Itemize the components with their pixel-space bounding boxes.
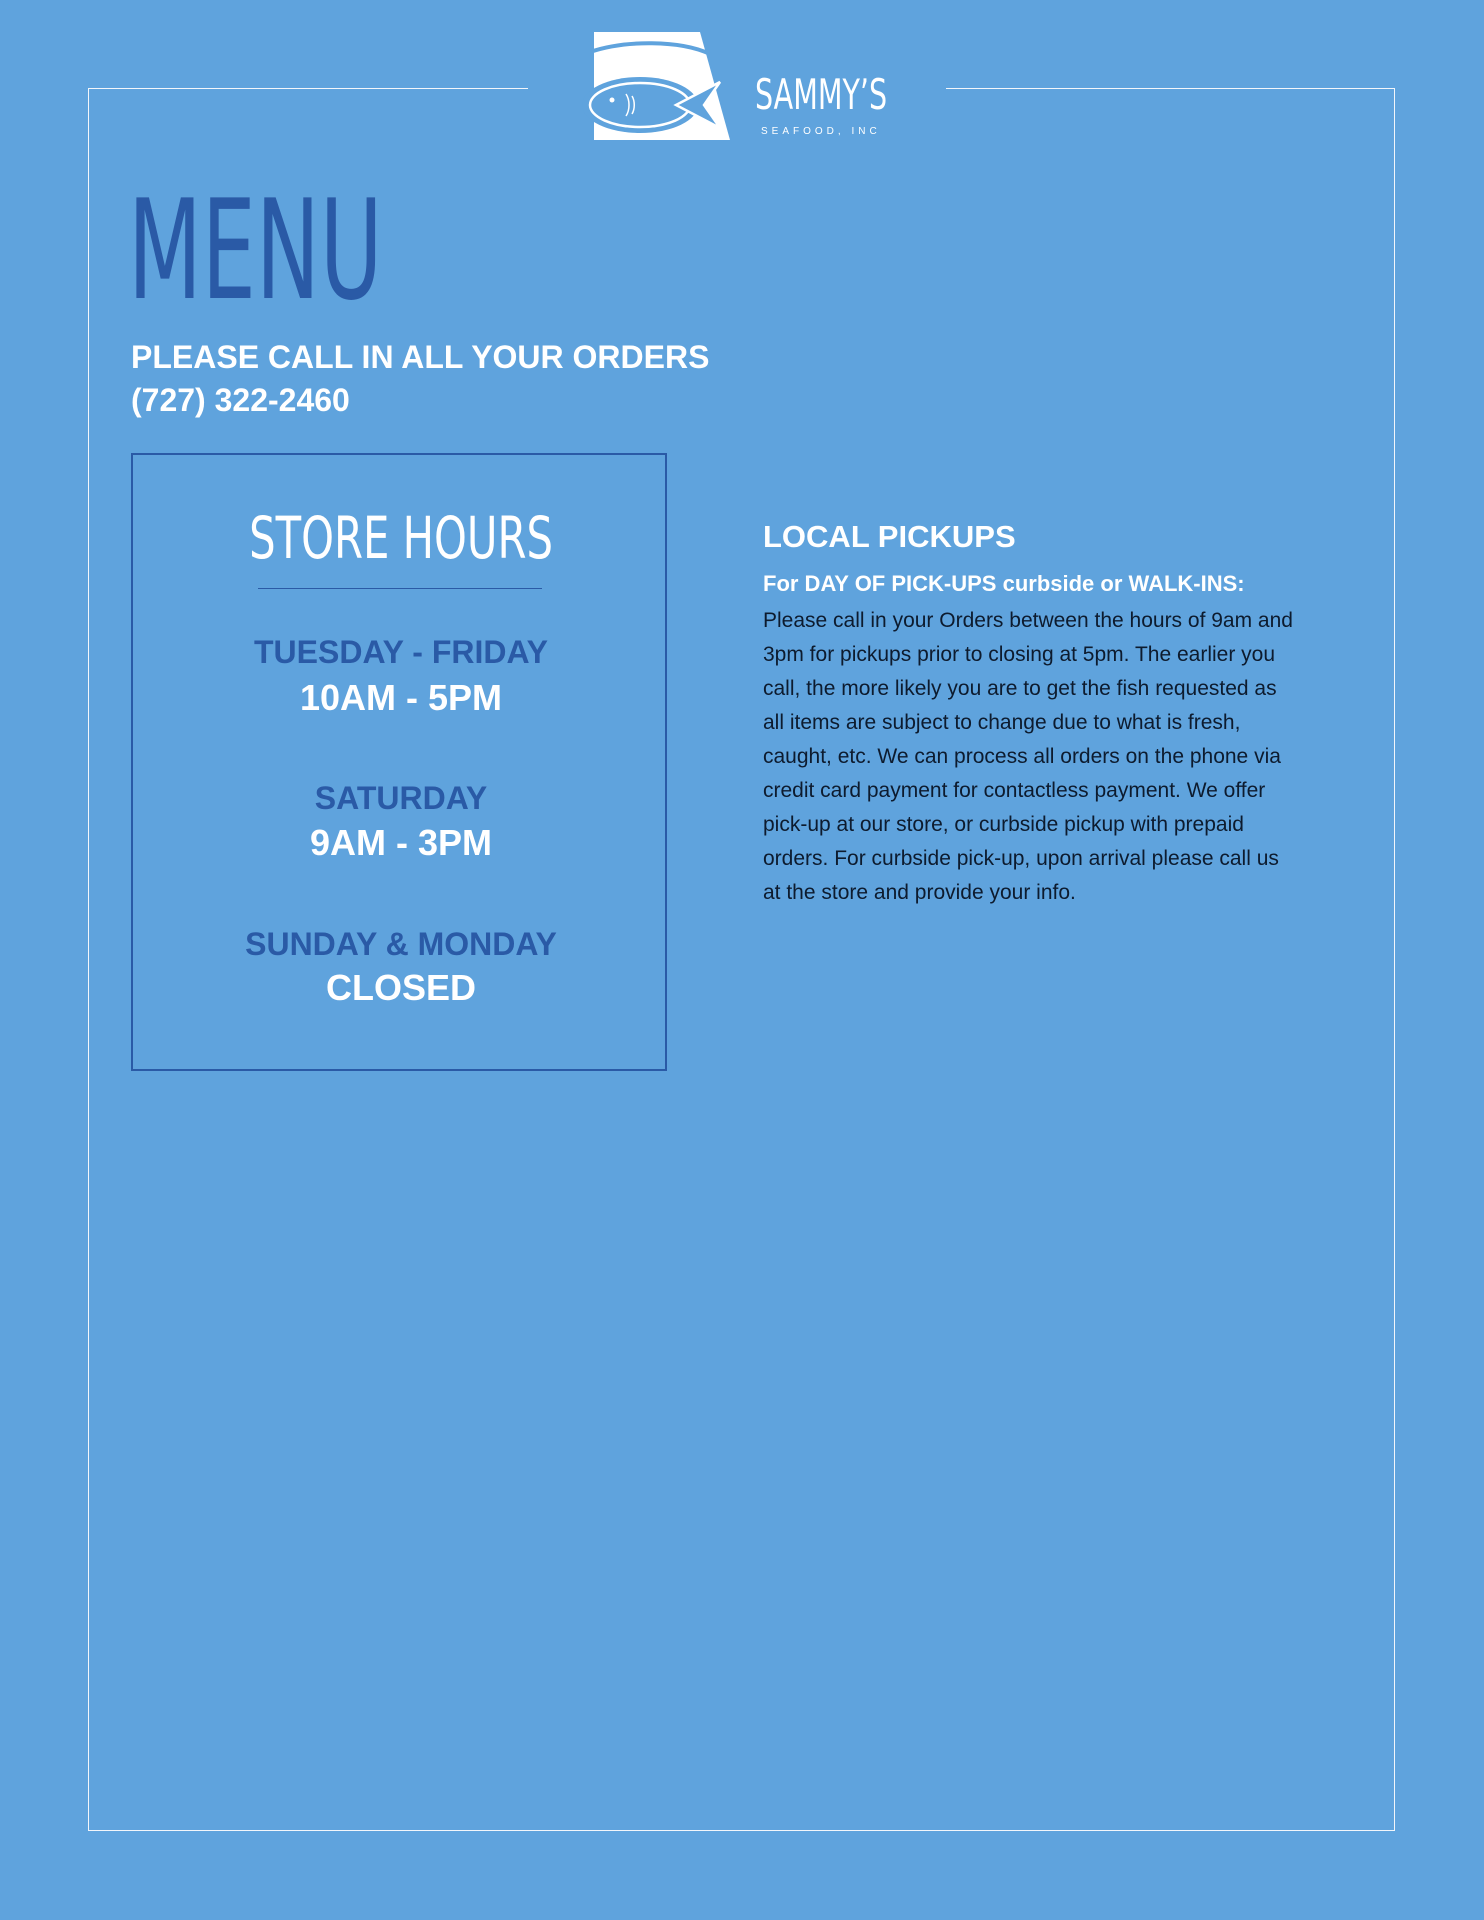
logo-wordmark: SAMMY’S bbox=[755, 70, 888, 119]
hours-days-3: SUNDAY & MONDAY bbox=[245, 926, 557, 962]
hours-time-3: CLOSED bbox=[325, 967, 476, 1008]
hours-time-1: 10AM - 5PM bbox=[299, 677, 503, 718]
local-pickups-heading: LOCAL PICKUPS bbox=[763, 519, 1016, 554]
local-pickups-subheading: For DAY OF PICK-UPS curbside or WALK-INS: bbox=[763, 571, 1245, 596]
store-hours-title-text: STORE HOURS bbox=[249, 504, 553, 572]
phone-number[interactable]: (727) 322-2460 bbox=[131, 382, 350, 418]
hours-time-2: 9AM - 3PM bbox=[309, 822, 493, 863]
hours-days-1: TUESDAY - FRIDAY bbox=[254, 634, 548, 670]
store-hours-divider bbox=[258, 588, 542, 589]
call-instruction: PLEASE CALL IN ALL YOUR ORDERS bbox=[131, 339, 710, 375]
logo-tagline: SEAFOOD, INC bbox=[761, 126, 881, 137]
store-hours-panel bbox=[131, 453, 667, 1071]
page-title: MENU bbox=[128, 170, 383, 331]
local-pickups-body: Please call in your Orders between the hours of 9am and 3pm for pickups prior to closing at 5pm. The earlier you call, the more likely you are to get the fish requested as all items are subject to change due to what is fresh, caught, etc. We can process all orders on the phone via credit card payment for contactless payment. We offer pick-up at our store, or curbside pickup with prepaid orders. For curbside pick-up, upon arrival please call us at the store and provide your info. bbox=[763, 609, 1293, 904]
store-hours-title bbox=[133, 504, 669, 572]
hours-days-2: SATURDAY bbox=[314, 780, 488, 816]
